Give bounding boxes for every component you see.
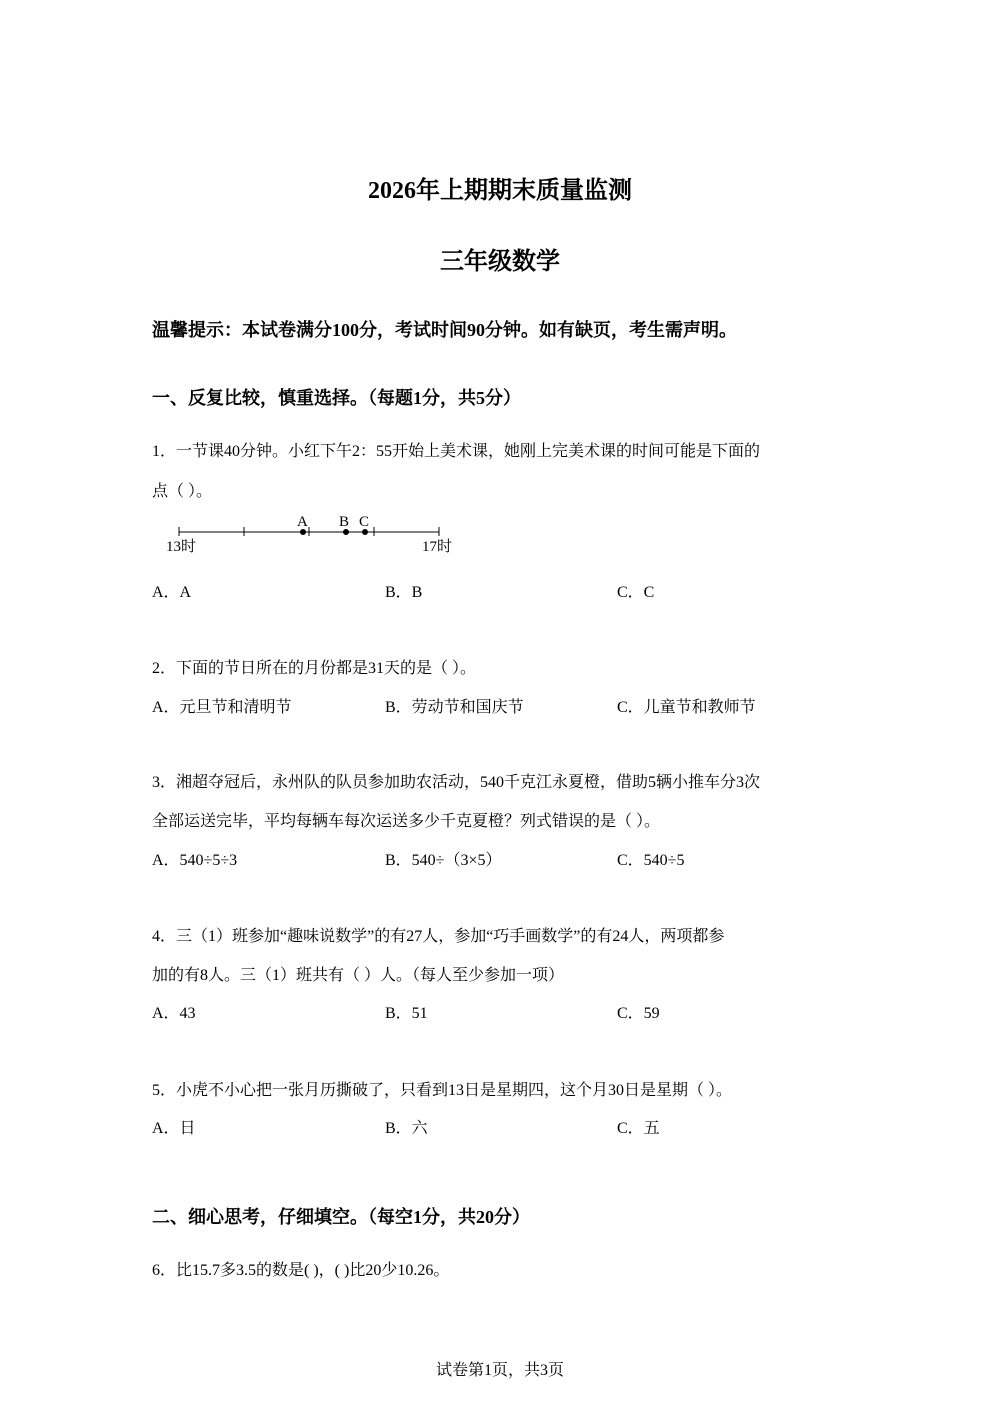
question-4-line-1: 4．三（1）班参加“趣味说数学”的有27人，参加“巧手画数学”的有24人，两项都参 <box>152 928 725 945</box>
timeline-end-label: 17时 <box>422 539 453 555</box>
q1-option-a: A．A <box>152 584 192 601</box>
q4-option-c: C．59 <box>617 1005 660 1022</box>
q4-option-b: B．51 <box>385 1005 428 1022</box>
timeline-label-c: C <box>359 514 370 530</box>
question-6-line-1: 6．比15.7多3.5的数是( )，( )比20少10.26。 <box>152 1262 450 1279</box>
section-heading-2: 二、细心思考，仔细填空。（每空1分，共20分） <box>152 1207 530 1227</box>
q2-option-c: C．儿童节和教师节 <box>617 699 756 716</box>
q1-option-c: C．C <box>617 584 655 601</box>
question-5-line-1: 5．小虎不小心把一张月历撕破了，只看到13日是星期四，这个月30日是星期（ ）。 <box>152 1082 733 1099</box>
q5-option-a: A．日 <box>152 1120 196 1137</box>
question-2-line-1: 2．下面的节日所在的月份都是31天的是（ ）。 <box>152 660 477 677</box>
timeline-start-label: 13时 <box>166 539 197 555</box>
question-1-line-1: 1．一节课40分钟。小红下午2：55开始上美术课，她刚上完美术课的时间可能是下面的 <box>152 443 761 460</box>
question-3-line-1: 3．湘超夺冠后，永州队的队员参加助农活动，540千克江永夏橙，借助5辆小推车分3次 <box>152 774 761 791</box>
q3-option-b: B．540÷（3×5） <box>385 852 502 869</box>
q3-option-a: A．540÷5÷3 <box>152 852 238 869</box>
question-1-line-2: 点（ ）。 <box>152 483 213 500</box>
page-footer: 试卷第1页，共3页 <box>435 1362 564 1379</box>
question-4-line-2: 加的有8人。三（1）班共有（ ）人。（每人至少参加一项） <box>152 967 565 984</box>
exam-title: 2026年上期期末质量监测 <box>368 178 632 204</box>
timeline-label-a: A <box>297 514 308 530</box>
q5-option-c: C．五 <box>617 1120 660 1137</box>
q2-option-a: A．元旦节和清明节 <box>152 699 292 716</box>
q1-option-b: B．B <box>385 584 423 601</box>
q3-option-c: C．540÷5 <box>617 852 685 869</box>
timeline-label-b: B <box>339 514 350 530</box>
q2-option-b: B．劳动节和国庆节 <box>385 699 524 716</box>
timeline-figure <box>160 508 480 558</box>
exam-subject: 三年级数学 <box>440 249 560 275</box>
exam-notice: 温馨提示：本试卷满分100分，考试时间90分钟。如有缺页，考生需声明。 <box>152 320 737 340</box>
question-3-line-2: 全部运送完毕，平均每辆车每次运送多少千克夏橙？列式错误的是（ ）。 <box>152 813 661 830</box>
section-heading-1: 一、反复比较，慎重选择。（每题1分，共5分） <box>152 388 521 408</box>
q5-option-b: B．六 <box>385 1120 428 1137</box>
q4-option-a: A．43 <box>152 1005 196 1022</box>
